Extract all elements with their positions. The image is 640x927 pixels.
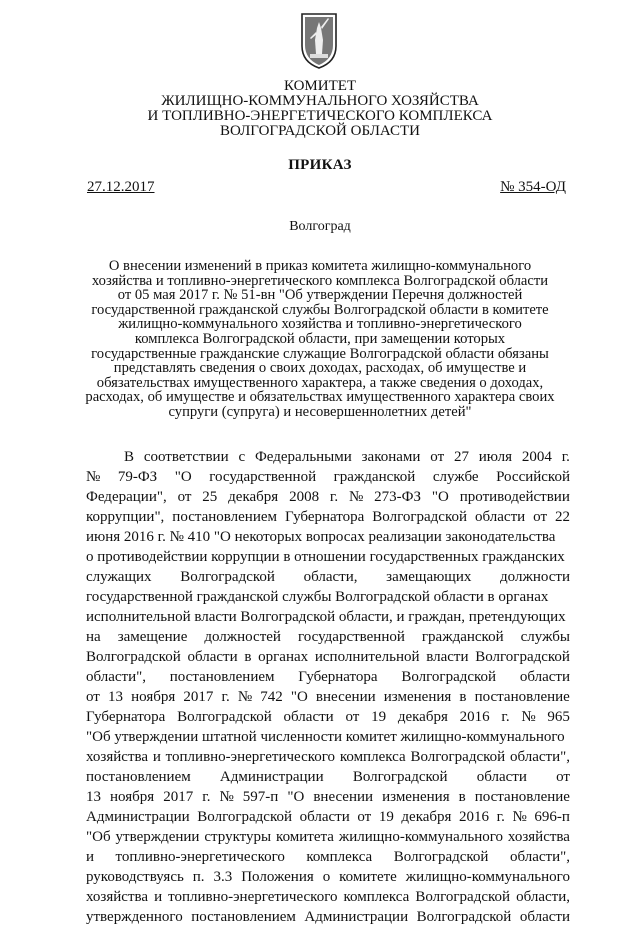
body-word: Администрации (86, 809, 190, 825)
body-word: Губернатора (298, 669, 378, 685)
body-word: комплекса (306, 849, 373, 865)
body-line (86, 667, 570, 687)
body-word: Положения (241, 869, 314, 885)
body-word: Волгоградской (180, 569, 275, 585)
body-word: Волгоградской (410, 749, 506, 765)
body-word: ноября (131, 689, 176, 705)
body-line (86, 827, 570, 847)
body-word: противодействии (459, 489, 570, 505)
body-word: в (458, 789, 466, 805)
body-word: декабря (228, 489, 279, 505)
body-word: Губернатора (86, 709, 166, 725)
body-line (86, 487, 570, 507)
body-word: службе (432, 469, 479, 485)
committee-name (100, 79, 540, 139)
subject-line: хозяйства и топливно-энергетического комплекса Волгоградской области (91, 272, 549, 289)
body-line (86, 847, 570, 867)
body-word: постановление (474, 789, 570, 805)
body-word: 2008 (289, 489, 320, 505)
body-word: июля (478, 449, 513, 465)
body-word: области", (509, 849, 570, 865)
body-word: о (322, 869, 331, 885)
subject-line: представлять сведения о своих доходах, расходах, об имуществе и (113, 360, 527, 377)
order-body (86, 447, 570, 927)
committee-line: ВОЛГОГРАДСКОЙ ОБЛАСТИ (220, 123, 420, 139)
body-word: от (430, 449, 445, 465)
body-word: постановлением (169, 669, 275, 685)
body-word: "О (431, 489, 449, 505)
body-word: постановлением (86, 769, 191, 785)
subject-line: супруги (супруга) и несовершеннолетних детей" (168, 403, 472, 420)
body-word: г. (496, 809, 505, 825)
body-word: 79-ФЗ (117, 469, 158, 485)
order-subject (78, 259, 562, 420)
body-word: г. (501, 709, 510, 725)
body-word: области (187, 649, 238, 665)
body-word: Волгоградской (352, 769, 448, 785)
body-word: коррупции", (86, 509, 165, 525)
body-word: области, (303, 569, 358, 585)
body-word: № (349, 489, 364, 505)
body-line (86, 707, 570, 727)
body-word: хозяйства (86, 889, 149, 905)
body-word: 22 (555, 509, 570, 525)
body-word: 2004 (521, 449, 552, 465)
committee-line: КОМИТЕТ (283, 78, 357, 94)
order-date: 27.12.2017 (87, 179, 155, 195)
body-word: Волгоградской (401, 669, 497, 685)
body-line: исполнительной власти Волгоградской области, и граждан, претендующих (86, 609, 566, 625)
body-word: области (519, 909, 570, 925)
body-line (86, 747, 570, 767)
body-word: Губернатора (285, 509, 365, 525)
body-word: № (521, 709, 536, 725)
body-word: исполнительной (314, 649, 420, 665)
body-word: внесении (313, 789, 374, 805)
body-word: постановление (474, 689, 570, 705)
body-line (86, 467, 570, 487)
body-word: постановлением (172, 509, 278, 525)
body-word: комитете (339, 869, 397, 885)
body-word: топливно-энергетического (165, 749, 336, 765)
body-word: хозяйства (507, 829, 570, 845)
body-word: жилищно-коммунального (338, 829, 503, 845)
body-word: Волгоградской (86, 649, 181, 665)
body-line (86, 647, 570, 667)
body-word: органах (258, 649, 309, 665)
body-line (86, 907, 570, 927)
body-word: 742 (260, 689, 283, 705)
body-word: 13 (86, 789, 101, 805)
body-word: в (459, 689, 467, 705)
body-word: комплекса (343, 889, 410, 905)
body-word: структуры (204, 829, 272, 845)
body-word: руководствуясь (86, 869, 184, 885)
body-word: комитета (276, 829, 334, 845)
body-word: государственной (297, 629, 405, 645)
body-line (86, 627, 570, 647)
body-word: области (519, 669, 570, 685)
body-word: Администрации (304, 909, 409, 925)
subject-line: комплекса Волгоградской области, при замещении которых (134, 330, 506, 347)
body-word: топливно-энергетического (168, 889, 338, 905)
body-word: "О (174, 469, 192, 485)
body-word: изменения (382, 789, 450, 805)
order-city: Волгоград (289, 219, 351, 234)
body-word: № (512, 809, 527, 825)
body-word: декабря (401, 809, 452, 825)
body-word: области (476, 769, 527, 785)
body-word: декабря (397, 709, 448, 725)
subject-line: обязательствах имущественного характера, а также сведения о доходах, (96, 374, 544, 391)
body-word: "О (287, 789, 305, 805)
body-word: жилищно-коммунального (405, 869, 570, 885)
body-word: от (556, 769, 570, 785)
body-word: Федерации", (86, 489, 167, 505)
body-word: области (475, 509, 526, 525)
body-line (86, 687, 570, 707)
body-word: замещающих (386, 569, 472, 585)
body-word: от (177, 489, 192, 505)
body-word: Администрации (219, 769, 324, 785)
body-word: и (152, 749, 161, 765)
body-word: 2016 (459, 709, 490, 725)
body-line (86, 567, 570, 587)
body-word: Волгоградской (416, 909, 512, 925)
body-word: должностей (204, 629, 281, 645)
body-word: на (86, 629, 101, 645)
body-line: июня 2016 г. № 410 "О некоторых вопросах реализации законодательства (86, 529, 556, 545)
body-line (86, 867, 570, 887)
body-word: 2017 (183, 689, 214, 705)
subject-line: жилищно-коммунального хозяйства и топливно-энергетического (118, 316, 522, 333)
body-word: 27 (453, 449, 469, 465)
body-word: замещение (117, 629, 188, 645)
body-line: "Об утверждении штатной численности комитет жилищно-коммунального (86, 729, 565, 745)
order-number: № 354-ОД (500, 179, 566, 195)
subject-line: государственные гражданские служащие Волгоградской области обязаны (91, 345, 549, 362)
body-line (86, 887, 570, 907)
body-word: службы (520, 629, 570, 645)
body-word: области", (509, 749, 570, 765)
subject-line: расходах, об имуществе и обязательствах имущественного характера своих (85, 389, 555, 406)
body-word: области", (86, 669, 147, 685)
body-word: от (86, 689, 100, 705)
body-word: комплекса (339, 749, 406, 765)
body-word: государственной (209, 469, 317, 485)
body-line: государственной гражданской службы Волгоградской области в органах (86, 589, 549, 605)
body-word: изменения (383, 689, 452, 705)
body-word: Волгоградской (393, 849, 489, 865)
subject-line: от 05 мая 2017 г. № 51-вн "Об утверждении Перечня должностей (117, 287, 523, 304)
body-word: гражданской (333, 469, 416, 485)
body-word: № (86, 469, 101, 485)
body-line (86, 767, 570, 787)
body-word: области (299, 809, 350, 825)
body-word: Федеральными (254, 449, 352, 465)
body-word: 2017 (163, 789, 194, 805)
body-word: соответствии (143, 449, 229, 465)
body-word: от (345, 709, 360, 725)
body-word: постановлением (191, 909, 296, 925)
body-word: утвержденного (86, 909, 183, 925)
volgograd-coat-of-arms-icon (300, 10, 338, 70)
body-word: 597-п (242, 789, 279, 805)
body-word: власти (426, 649, 469, 665)
body-word: п. (192, 869, 205, 885)
body-word: служащих (86, 569, 152, 585)
body-word: области, (516, 889, 570, 905)
body-word: гражданской (421, 629, 504, 645)
body-word: Волгоградской (372, 509, 468, 525)
body-word: ноября (110, 789, 155, 805)
body-word: Волгоградской (415, 889, 511, 905)
body-word: в (244, 649, 252, 665)
body-word: В (124, 449, 135, 465)
body-word: внесении (315, 689, 376, 705)
body-word: топливно-энергетического (115, 849, 285, 865)
body-line (86, 507, 570, 527)
body-word: и (86, 849, 95, 865)
body-word: 696-п (534, 809, 570, 825)
body-word: от (533, 509, 548, 525)
body-word: № (237, 689, 253, 705)
body-word: 3.3 (213, 869, 233, 885)
subject-line: государственной гражданской службы Волгоградской области в комитете (91, 301, 549, 318)
body-word: 13 (107, 689, 123, 705)
body-word: 25 (202, 489, 218, 505)
committee-line: ЖИЛИЩНО-КОММУНАЛЬНОГО ХОЗЯЙСТВА (161, 93, 479, 109)
body-word: г. (221, 689, 230, 705)
body-word: утверждении (115, 829, 200, 845)
body-word: № (219, 789, 234, 805)
body-line: о противодействии коррупции в отношении государственных гражданских (86, 549, 565, 565)
body-word: с (238, 449, 246, 465)
body-word: и (154, 889, 163, 905)
subject-line: О внесении изменений в приказ комитета жилищно-коммунального (108, 258, 532, 274)
body-word: 273-ФЗ (374, 489, 422, 505)
body-word: 2016 (459, 809, 490, 825)
body-word: от (357, 809, 372, 825)
committee-line: И ТОПЛИВНО-ЭНЕРГЕТИЧЕСКОГО КОМПЛЕКСА (147, 108, 493, 124)
body-word: должности (500, 569, 570, 585)
body-word: Волгоградской (475, 649, 570, 665)
body-word: "Об (86, 829, 111, 845)
body-word: законами (361, 449, 421, 465)
body-word: Российской (496, 469, 570, 485)
order-title: ПРИКАЗ (288, 157, 352, 173)
body-word: 19 (371, 709, 387, 725)
body-word: области (283, 709, 334, 725)
body-word: г. (329, 489, 339, 505)
body-word: г. (561, 449, 570, 465)
body-word: хозяйства (86, 749, 149, 765)
body-word: Волгоградской (197, 809, 293, 825)
body-word: г. (202, 789, 211, 805)
body-word: 965 (547, 709, 570, 725)
body-word: 19 (378, 809, 394, 825)
body-word: "О (290, 689, 308, 705)
body-word: Волгоградской (177, 709, 272, 725)
body-line (86, 447, 570, 467)
body-line (86, 807, 570, 827)
body-line (86, 787, 570, 807)
